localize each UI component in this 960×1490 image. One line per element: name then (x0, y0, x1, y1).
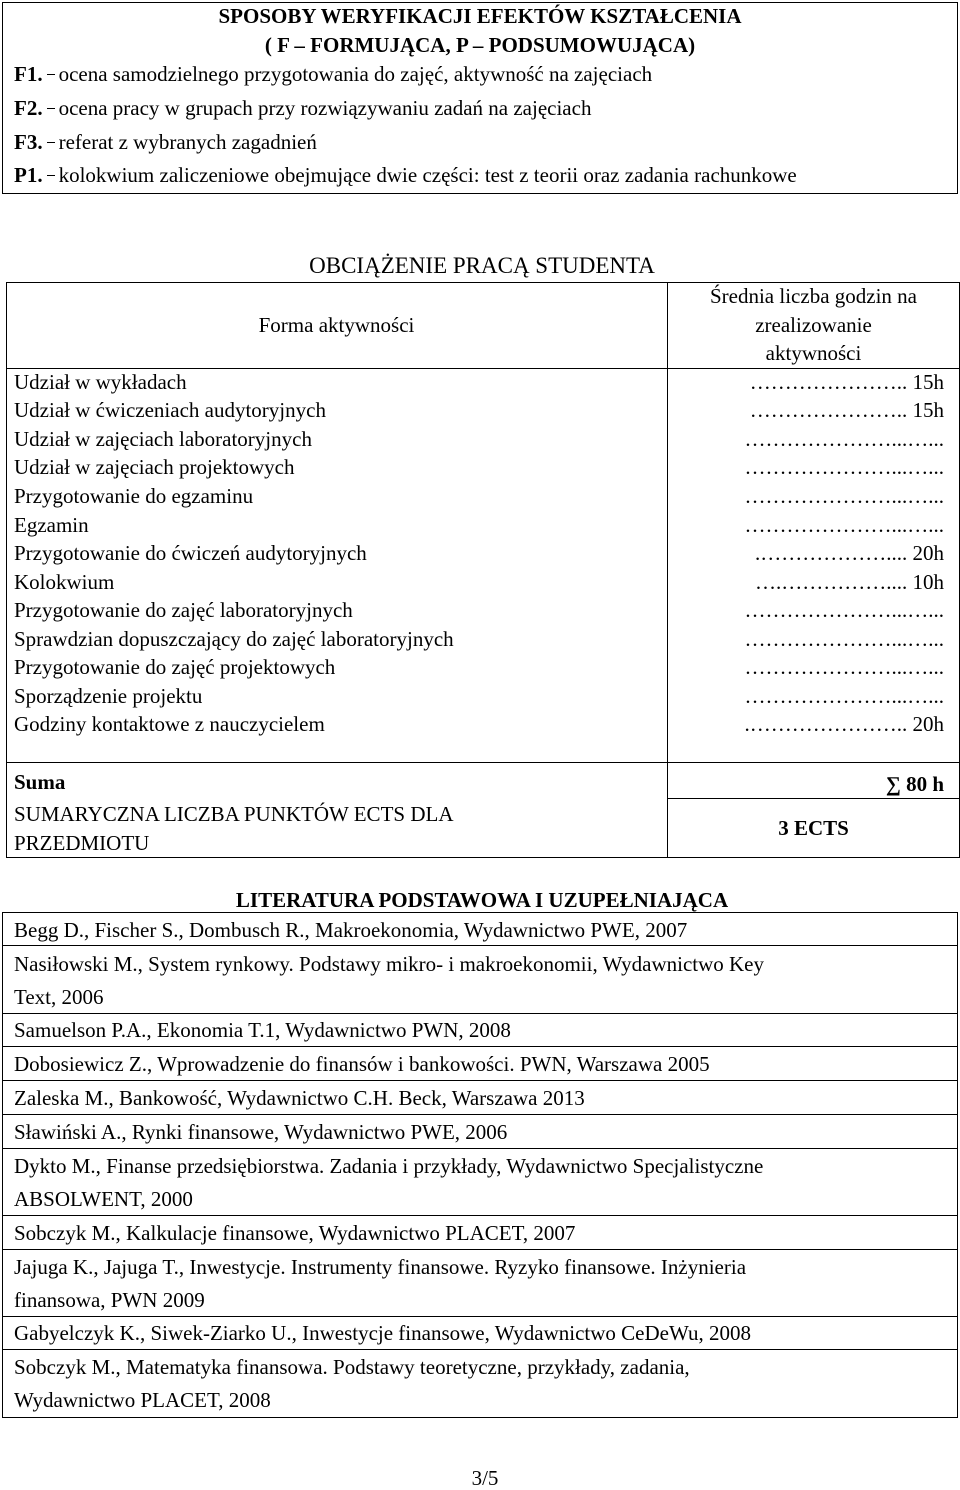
literature-item (14, 1256, 746, 1311)
activity-label: Godziny kontaktowe z nauczycielem (14, 712, 325, 736)
dash-mark (47, 74, 55, 75)
activity-label: Udział w ćwiczeniach audytoryjnych (14, 398, 326, 422)
literature-item (14, 1053, 710, 1075)
sum-value: ∑ 80 h (885, 772, 944, 796)
activity-hours: …………………...…... (744, 598, 944, 622)
row-rule (2, 1215, 958, 1216)
literature-line: Text, 2006 (14, 985, 104, 1009)
activity-hours: …………………...…... (744, 655, 944, 679)
col-hours-header-line2: zrealizowanie (755, 313, 872, 337)
ects-rule (667, 798, 960, 799)
row-rule (2, 1080, 958, 1081)
workload-title: OBCIĄŻENIE PRACĄ STUDENTA (309, 253, 655, 278)
literature-title: LITERATURA PODSTAWOWA I UZUPEŁNIAJĄCA (235, 888, 729, 912)
activity-hours: …………………...…... (744, 455, 944, 479)
activity-label: Sporządzenie projektu (14, 684, 203, 708)
literature-line: Begg D., Fischer S., Dombusch R., Makroekonomia, Wydawnictwo PWE, 2007 (14, 918, 688, 942)
literature-item (14, 1155, 763, 1210)
literature-line: Dykto M., Finanse przedsiębiorstwa. Zadania i przykłady, Wydawnictwo Specjalistyczne (14, 1154, 764, 1178)
activity-label: Przygotowanie do zajęć projektowych (14, 655, 336, 679)
verification-code: F1. (14, 62, 43, 86)
activity-hours: …………………...…... (744, 627, 944, 651)
activity-label: Kolokwium (14, 570, 115, 594)
activity-label: Przygotowanie do egzaminu (14, 484, 254, 508)
row-rule (2, 1046, 958, 1047)
verification-item-f3 (14, 131, 317, 153)
dash-mark (47, 142, 55, 143)
row-rule (2, 1013, 958, 1014)
sum-label: Suma (14, 770, 66, 794)
row-rule (2, 1349, 958, 1350)
literature-item (14, 1087, 585, 1109)
dash-mark (47, 108, 55, 109)
ects-label-line2: PRZEDMIOTU (14, 831, 150, 855)
row-rule (2, 1316, 958, 1317)
literature-line: Jajuga K., Jajuga T., Inwestycje. Instrumenty finansowe. Ryzyko finansowe. Inżynieria (14, 1255, 747, 1279)
ects-value: 3 ECTS (778, 816, 849, 840)
verification-item-f1 (14, 63, 652, 85)
literature-line: Nasiłowski M., System rynkowy. Podstawy mikro- i makroekonomii, Wydawnictwo Key (14, 952, 765, 976)
literature-item (14, 1322, 751, 1344)
literature-item (14, 1356, 690, 1411)
activity-hours: …………………...…... (744, 684, 944, 708)
verification-title: SPOSOBY WERYFIKACJI EFEKTÓW KSZTAŁCENIA (218, 4, 742, 28)
literature-item (14, 919, 687, 941)
activity-label: Udział w wykładach (14, 370, 187, 394)
verification-text: kolokwium zaliczeniowe obejmujące dwie części: test z teorii oraz zadania rachunkowe (58, 163, 797, 187)
activity-hours: …………………...…... (744, 427, 944, 451)
verification-text: ocena pracy w grupach przy rozwiązywaniu zadań na zajęciach (58, 96, 592, 120)
ects-label-line1: SUMARYCZNA LICZBA PUNKTÓW ECTS DLA (14, 802, 454, 826)
col-hours-header-line1: Średnia liczba godzin na (709, 284, 917, 308)
literature-line: Gabyelczyk K., Siwek-Ziarko U., Inwestycje finansowe, Wydawnictwo CeDeWu, 2008 (14, 1321, 751, 1345)
literature-item (14, 1019, 511, 1041)
literature-item (14, 1121, 507, 1143)
activity-hours: .……………….... 20h (755, 541, 944, 565)
activity-hours: …………………...…... (744, 484, 944, 508)
activity-label: Przygotowanie do zajęć laboratoryjnych (14, 598, 353, 622)
literature-line: ABSOLWENT, 2000 (14, 1187, 193, 1211)
verification-text: ocena samodzielnego przygotowania do zajęć, aktywność na zajęciach (58, 62, 653, 86)
activity-hours: ….…………….... 10h (755, 570, 944, 594)
row-rule (2, 1249, 958, 1250)
activity-label: Sprawdzian dopuszczający do zajęć laboratoryjnych (14, 627, 454, 651)
verification-item-p1 (14, 164, 797, 186)
col-hours-header-line3: aktywności (765, 341, 862, 365)
activity-label: Egzamin (14, 513, 89, 537)
literature-line: Zaleska M., Bankowość, Wydawnictwo C.H. Beck, Warszawa 2013 (14, 1086, 585, 1110)
activity-label: Udział w zajęciach projektowych (14, 455, 295, 479)
literature-line: Sobczyk M., Matematyka finansowa. Podstawy teoretyczne, przykłady, zadania, (14, 1355, 690, 1379)
col-activity-header: Forma aktywności (258, 313, 415, 337)
literature-item (14, 953, 764, 1008)
row-rule (2, 945, 958, 946)
verification-subtitle: ( F – FORMUJĄCA, P – PODSUMOWUJĄCA) (264, 33, 696, 57)
sum-rule (6, 762, 960, 763)
literature-line: Dobosiewicz Z., Wprowadzenie do finansów i bankowości. PWN, Warszawa 2005 (14, 1052, 710, 1076)
page-number: 3/5 (471, 1466, 499, 1490)
activity-label: Udział w zajęciach laboratoryjnych (14, 427, 312, 451)
activity-hours: ………………….. 15h (749, 370, 944, 394)
activity-hours: ………………….. 15h (749, 398, 944, 422)
verification-text: referat z wybranych zagadnień (58, 130, 317, 154)
row-rule (2, 1114, 958, 1115)
literature-line: Sobczyk M., Kalkulacje finansowe, Wydawnictwo PLACET, 2007 (14, 1221, 576, 1245)
literature-line: finansowa, PWN 2009 (14, 1288, 205, 1312)
header-rule (6, 368, 960, 369)
row-rule (2, 1148, 958, 1149)
verification-code: F3. (14, 130, 43, 154)
verification-code: F2. (14, 96, 43, 120)
literature-item (14, 1222, 575, 1244)
literature-line: Samuelson P.A., Ekonomia T.1, Wydawnictwo PWN, 2008 (14, 1018, 511, 1042)
verification-code: P1. (14, 163, 43, 187)
activity-label: Przygotowanie do ćwiczeń audytoryjnych (14, 541, 367, 565)
literature-line: Sławiński A., Rynki finansowe, Wydawnictwo PWE, 2006 (14, 1120, 508, 1144)
verification-item-f2 (14, 97, 591, 119)
literature-line: Wydawnictwo PLACET, 2008 (14, 1388, 271, 1412)
activity-hours: .………………….. 20h (744, 712, 944, 736)
dash-mark (47, 175, 55, 176)
activity-hours: …………………...…... (744, 513, 944, 537)
